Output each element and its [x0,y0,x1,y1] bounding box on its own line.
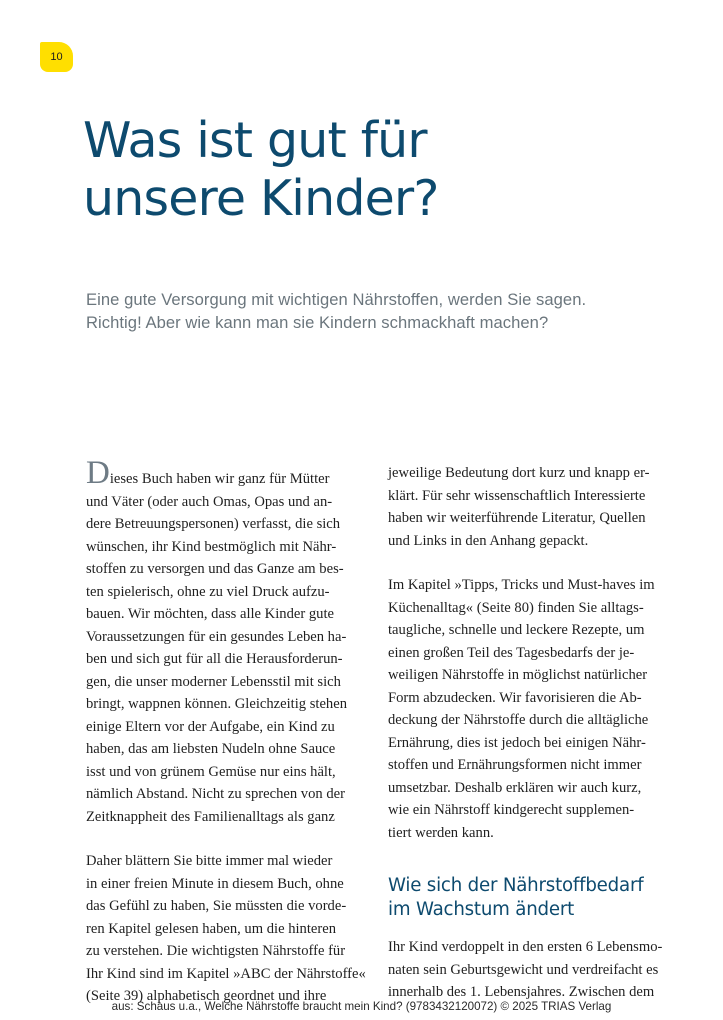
body-paragraph [86,850,368,1008]
section-spacer [388,844,670,874]
page-title-line: Was ist gut für [83,112,427,169]
text-line: stoffen zu versorgen und das Ganze am bes- [86,561,344,577]
text-line: (Seite 39) alphabetisch geordnet und ihre [86,988,327,1004]
source-footer: aus: Schaus u.a., Welche Nährstoffe braucht mein Kind? (9783432120072) © 2025 TRIAS Verlag [111,1000,612,1013]
text-line: Ihr Kind sind im Kapitel »ABC der Nährstoffe« [86,965,366,982]
text-line: taugliche, schnelle und leckere Rezepte, um [388,622,645,638]
text-line: dere Betreuungspersonen) verfasst, die sich [86,516,341,532]
body-paragraph [388,936,670,1004]
page-title-line: unsere Kinder? [83,170,439,227]
page-title [83,112,439,228]
text-line: Küchenalltag« (Seite 80) finden Sie alltags- [388,599,644,616]
page-number-badge [40,42,73,72]
text-line: deckung der Nährstoffe durch die alltägliche [388,712,649,728]
text-line [86,455,368,491]
section-heading [388,874,670,922]
text-line: wie ein Nährstoff kindgerecht supplemen- [388,802,635,818]
paragraph-spacer [86,828,368,850]
section-heading-line: im Wachstum ändert [388,899,575,920]
body-paragraph [388,462,670,552]
text-line: Form abzudecken. Wir favorisieren die Ab- [388,689,642,706]
text-line: gen, die unser moderner Lebensstil mit sich [86,673,341,690]
left-column [86,455,368,1008]
text-line: isst und von grünem Gemüse nur eins hält, [86,763,336,780]
text-line: ten spielerisch, ohne zu viel Druck aufzu- [86,583,330,600]
text-line: tiert werden kann. [388,824,494,841]
text-line: Daher blättern Sie bitte immer mal wieder [86,853,333,869]
page-number: 10 [50,51,63,63]
right-column [388,462,670,1004]
intro-paragraph [86,455,368,828]
lead-paragraph [86,288,686,334]
text-line: Zeitknappheit des Familienalltags als ganz [86,808,335,825]
section-heading-line: Wie sich der Nährstoffbedarf [388,875,644,896]
text-line: Ihr Kind verdoppelt in den ersten 6 Lebensmo- [388,939,663,955]
text-line: und Links in den Anhang gepackt. [388,532,589,549]
lead-line: Richtig! Aber wie kann man sie Kindern schmackhaft machen? [86,313,549,332]
text-line: haben, das am liebsten Nudeln ohne Sauce [86,741,336,757]
text-line: naten sein Geburtsgewicht und verdreifacht es [388,961,659,978]
text-line: bringt, wappnen können. Gleichzeitig stehen [86,696,347,712]
lead-line: Eine gute Versorgung mit wichtigen Nährstoffen, werden Sie sagen. [86,290,587,309]
text-line: in einer freien Minute in diesem Buch, ohne [86,875,344,892]
text-line: einige Eltern vor der Aufgabe, ein Kind zu [86,718,335,735]
text-line: jeweilige Bedeutung dort kurz und knapp er- [388,465,650,481]
body-paragraph [388,574,670,844]
text-line: klärt. Für sehr wissenschaftlich Interessierte [388,487,646,504]
text-line: das Gefühl zu haben, Sie müssten die vorde- [86,898,347,914]
text-line: stoffen und Ernährungsformen nicht immer [388,757,642,773]
text-line: Voraussetzungen für ein gesundes Leben ha- [86,628,347,645]
text-line: Ernährung, dies ist jedoch bei einigen Nähr- [388,734,646,751]
text-line: innerhalb des 1. Lebensjahres. Zwischen dem [388,984,655,1000]
text-line: und Väter (oder auch Omas, Opas und an- [86,493,333,510]
text-line: einen großen Teil des Tagesbedarfs der je- [388,644,635,661]
text-line: Im Kapitel »Tipps, Tricks und Must-haves im [388,577,655,593]
text-line: wünschen, ihr Kind bestmöglich mit Nähr- [86,538,337,555]
text-line: bauen. Wir möchten, dass alle Kinder gute [86,606,334,622]
drop-cap: D [86,455,110,491]
text-line: haben wir weiterführende Literatur, Quellen [388,510,646,526]
paragraph-spacer [388,552,670,574]
text-line: nämlich Abstand. Nicht zu sprechen von der [86,786,345,802]
text-line: ren Kapitel gelesen haben, um die hinteren [86,920,337,937]
text-line: weiligen Nährstoffe in möglichst natürlicher [388,667,648,683]
text-line: umsetzbar. Deshalb erklären wir auch kurz, [388,779,642,796]
text-line: zu verstehen. Die wichtigsten Nährstoffe für [86,943,346,959]
section-spacer [388,922,670,936]
text-line: ben und sich gut für all die Herausforderun- [86,651,343,667]
text-line-rest: ieses Buch haben wir ganz für Mütter [109,471,330,487]
